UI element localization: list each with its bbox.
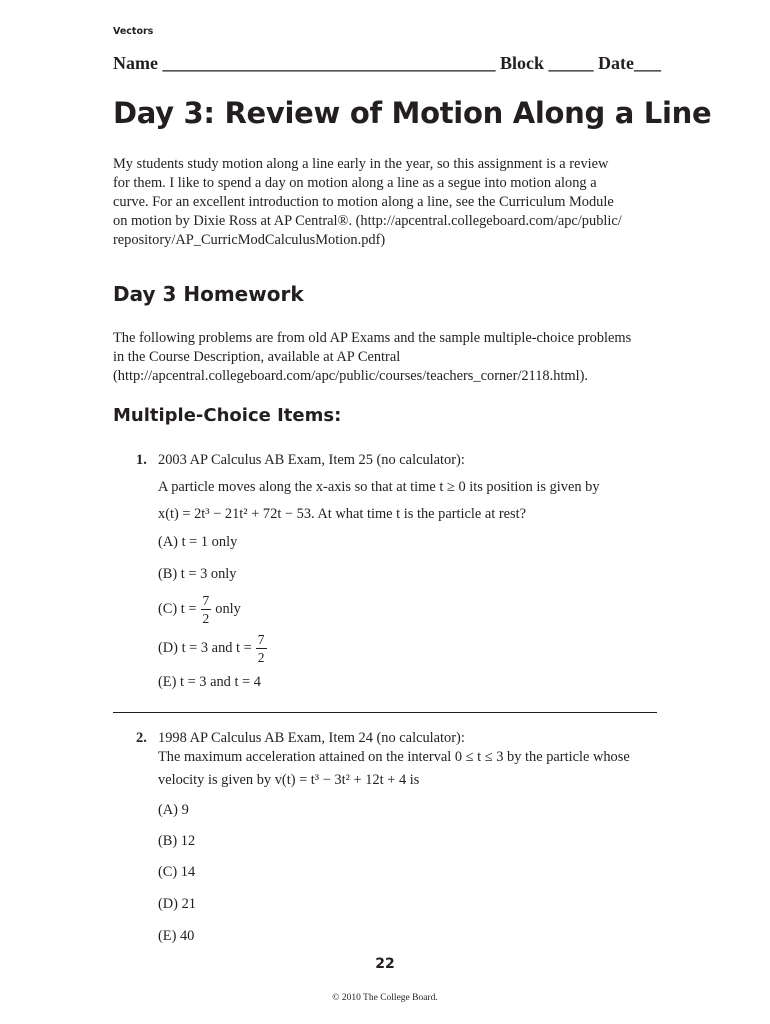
fraction-denominator: 2 xyxy=(202,610,210,626)
page-number: 22 xyxy=(375,956,395,972)
question-1-stem-line2: x(t) = 2t³ − 21t² + 72t − 53. At what time t is the particle at rest? xyxy=(158,506,527,522)
question-1-choice-e: (E) t = 3 and t = 4 xyxy=(158,674,261,690)
intro-line: for them. I like to spend a day on motion along a line as a segue into motion along a xyxy=(113,175,597,191)
fraction-seven-halves xyxy=(256,633,267,664)
intro-paragraph xyxy=(113,155,658,250)
question-1-choice-b: (B) t = 3 only xyxy=(158,566,237,582)
question-2-choice-a: (A) 9 xyxy=(158,802,189,818)
question-1-choice-a: (A) t = 1 only xyxy=(158,534,238,550)
question-2-source: 1998 AP Calculus AB Exam, Item 24 (no calculator): xyxy=(158,730,465,746)
fraction-numerator: 7 xyxy=(257,632,265,647)
intro-line: curve. For an excellent introduction to motion along a line, see the Curriculum Module xyxy=(113,194,614,210)
name-block-date-line: Name _____________________________________ Block _____ Date___ xyxy=(113,53,661,73)
multiple-choice-heading: Multiple-Choice Items: xyxy=(113,405,342,426)
homework-line: (http://apcentral.collegeboard.com/apc/public/courses/teachers_corner/2118.html). xyxy=(113,368,588,384)
question-2-choice-b: (B) 12 xyxy=(158,833,196,849)
choice-c-suffix: only xyxy=(215,600,241,617)
homework-heading: Day 3 Homework xyxy=(113,282,304,306)
section-divider xyxy=(113,712,657,713)
question-1-choice-c xyxy=(158,594,241,625)
fraction-seven-halves xyxy=(201,594,212,625)
question-1-number: 1. xyxy=(136,452,147,468)
homework-paragraph xyxy=(113,329,658,386)
question-1-stem-line1: A particle moves along the x-axis so that at time t ≥ 0 its position is given by xyxy=(158,479,600,495)
question-2-choice-e: (E) 40 xyxy=(158,928,195,944)
question-2-choice-c: (C) 14 xyxy=(158,864,196,880)
homework-line: in the Course Description, available at AP Central xyxy=(113,349,401,365)
question-2-number: 2. xyxy=(136,730,147,746)
fraction-denominator: 2 xyxy=(257,649,265,665)
question-1-source: 2003 AP Calculus AB Exam, Item 25 (no calculator): xyxy=(158,452,465,468)
copyright-notice: © 2010 The College Board. xyxy=(332,993,438,1003)
fraction-numerator: 7 xyxy=(202,593,210,608)
question-2-choice-d: (D) 21 xyxy=(158,896,196,912)
question-2-stem-line2: velocity is given by v(t) = t³ − 3t² + 12t + 4 is xyxy=(158,772,420,788)
page-title: Day 3: Review of Motion Along a Line xyxy=(113,96,712,130)
intro-line: on motion by Dixie Ross at AP Central®. (http://apcentral.collegeboard.com/apc/public/ xyxy=(113,213,622,229)
running-head: Vectors xyxy=(113,26,154,37)
homework-line: The following problems are from old AP Exams and the sample multiple-choice problems xyxy=(113,330,632,346)
choice-c-prefix: (C) t = xyxy=(158,600,197,617)
choice-d-prefix: (D) t = 3 and t = xyxy=(158,639,252,656)
intro-line: My students study motion along a line early in the year, so this assignment is a review xyxy=(113,156,609,172)
question-2-stem-line1: The maximum acceleration attained on the interval 0 ≤ t ≤ 3 by the particle whose xyxy=(158,749,630,765)
intro-line: repository/AP_CurricModCalculusMotion.pdf) xyxy=(113,232,386,248)
question-1-choice-d xyxy=(158,633,271,664)
